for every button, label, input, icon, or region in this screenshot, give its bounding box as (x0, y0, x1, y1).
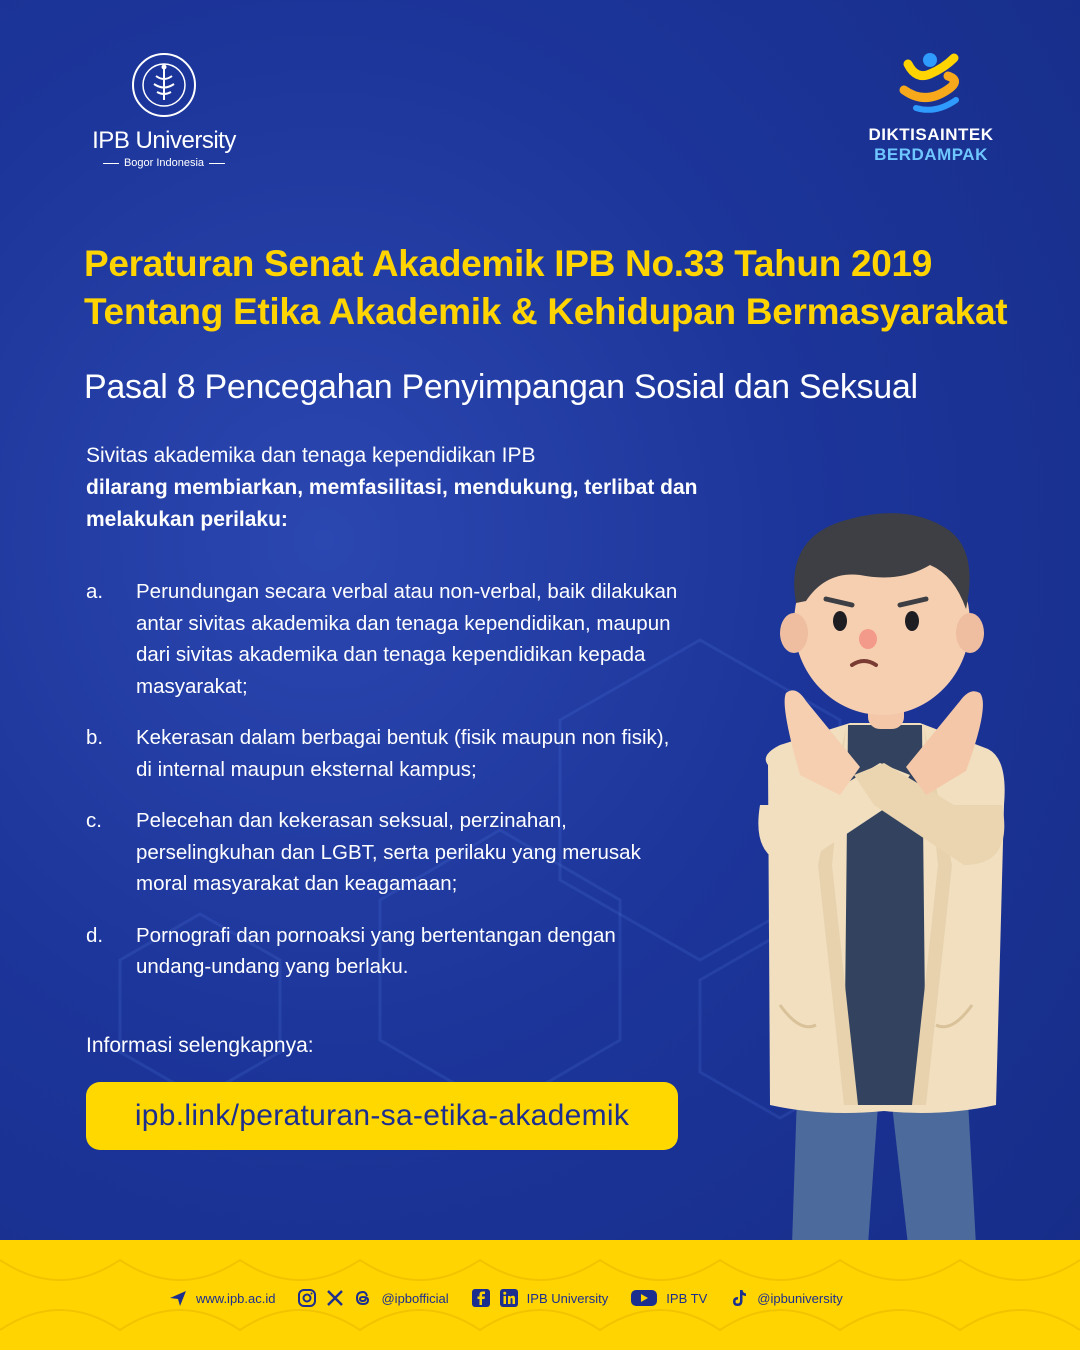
character-crossed-arms-illustration (740, 505, 1030, 1245)
intro-bold-text: dilarang membiarkan, memfasilitasi, mendukung, terlibat dan melakukan perilaku: (86, 476, 698, 531)
list-item-marker: d. (86, 923, 104, 947)
article-subtitle: Pasal 8 Pencegahan Penyimpangan Sosial dan Seksual (84, 368, 918, 406)
footer-bar (0, 1240, 1080, 1350)
footer-tiktok-handle: @ipbuniversity (757, 1290, 843, 1306)
ipb-seal-icon (131, 52, 197, 118)
footer-contact-row (168, 1288, 865, 1308)
regulation-link[interactable]: ipb.link/peraturan-sa-etika-akademik (86, 1082, 678, 1150)
footer-professional-name: IPB University (526, 1290, 609, 1306)
list-item-text: Perundungan secara verbal atau non-verbal, baik dilakukan antar sivitas akademika dan tenaga kependidikan, maupun dari sivitas akademika dan tenaga kependidikan kepada masyarakat; (136, 580, 678, 698)
list-item-marker: c. (86, 809, 102, 832)
send-arrow-icon (168, 1288, 188, 1308)
footer-social-media[interactable] (297, 1288, 448, 1308)
list-item-marker: b. (86, 726, 104, 749)
more-info-label: Informasi selengkapnya: (86, 1034, 314, 1057)
footer-website-text: www.ipb.ac.id (196, 1290, 276, 1306)
youtube-icon[interactable] (630, 1288, 658, 1308)
prohibited-behaviors-list (86, 576, 686, 1003)
list-item-text: Pelecehan dan kekerasan seksual, perzinahan, perselingkuhan dan LGBT, serta perilaku yang merusak moral masyarakat dan keagamaan; (136, 809, 641, 895)
facebook-icon[interactable] (471, 1288, 491, 1308)
footer-website[interactable] (168, 1288, 275, 1308)
intro-paragraph (86, 440, 706, 536)
intro-normal-text: Sivitas akademika dan tenaga kependidikan IPB (86, 444, 536, 467)
diktisaintek-text-line2: BERDAMPAK (874, 145, 988, 164)
footer-professional-media[interactable] (471, 1288, 609, 1308)
title-line-2: Tentang Etika Akademik & Kehidupan Bermasyarakat (84, 291, 1008, 332)
list-item-text: Pornografi dan pornoaksi yang bertentangan dengan undang-undang yang berlaku. (136, 923, 616, 978)
x-icon[interactable] (325, 1288, 345, 1308)
footer-tiktok[interactable] (729, 1288, 842, 1308)
list-item (86, 576, 686, 702)
footer-youtube[interactable] (630, 1288, 707, 1308)
footer-social-handle: @ipbofficial (381, 1290, 449, 1306)
list-item-marker: a. (86, 580, 104, 603)
title-line-1: Peraturan Senat Akademik IPB No.33 Tahun 2019 (84, 243, 933, 284)
diktisaintek-text-line1: DIKTISAINTEK (868, 125, 994, 144)
list-item (86, 805, 686, 900)
ipb-logo (84, 52, 244, 169)
instagram-icon[interactable] (297, 1288, 317, 1308)
page-title (84, 240, 1024, 336)
footer-youtube-name: IPB TV (666, 1290, 708, 1306)
ipb-logo-name: IPB University (92, 127, 236, 154)
tiktok-icon[interactable] (729, 1288, 749, 1308)
list-item (86, 920, 686, 983)
ipb-logo-subtitle: Bogor Indonesia (84, 157, 244, 169)
list-item (86, 722, 686, 785)
linkedin-icon[interactable] (499, 1288, 519, 1308)
threads-icon[interactable] (353, 1288, 373, 1308)
diktisaintek-mark-icon (896, 50, 966, 114)
diktisaintek-logo (866, 50, 996, 165)
list-item-text: Kekerasan dalam berbagai bentuk (fisik maupun non fisik), di internal maupun eksternal kampus; (136, 726, 670, 781)
